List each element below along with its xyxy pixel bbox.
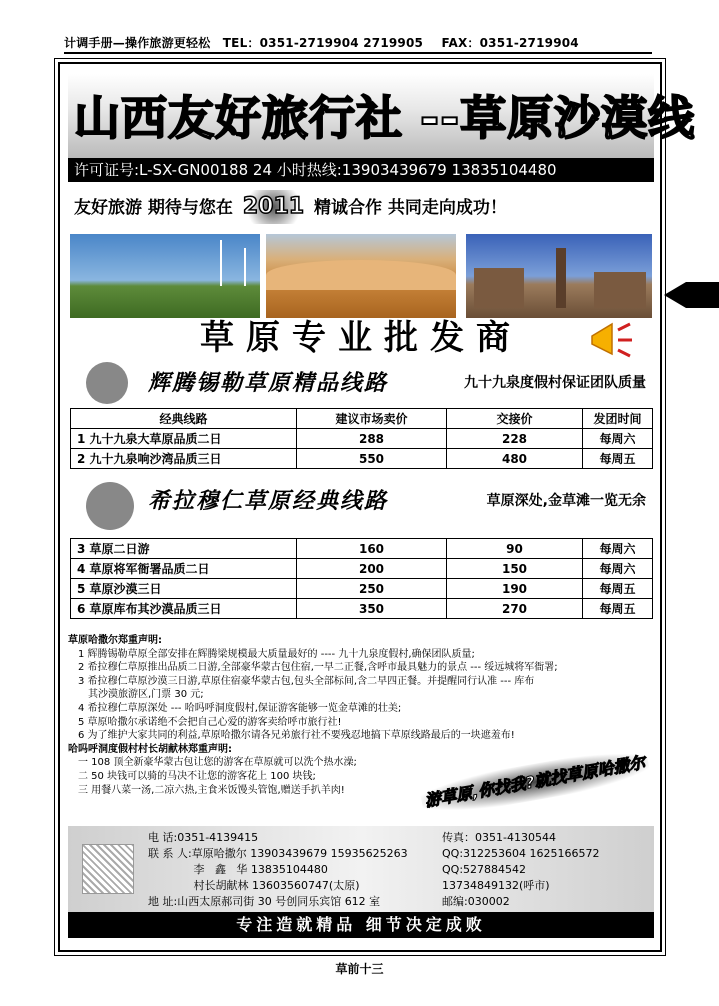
contact-person-2: 李 鑫 华 13835104480	[148, 863, 328, 876]
net-price: 270	[447, 599, 583, 619]
retail-price: 550	[297, 449, 447, 469]
bullet-circle	[86, 482, 134, 530]
departure: 每周五	[583, 449, 653, 469]
net-price: 150	[447, 559, 583, 579]
note-item: 二 50 块钱可以骑的马决不让您的游客花上 100 块钱;	[78, 770, 316, 782]
route-name: 6 草原库布其沙漠品质三日	[71, 599, 297, 619]
slogan-year: 2011	[239, 190, 308, 224]
departure: 每周六	[583, 539, 653, 559]
contact-person-1: 联 系 人:草原哈撒尔 13903439679 15935625263	[148, 847, 408, 860]
table-row	[71, 559, 653, 579]
notes-heading-1: 草原哈撒尔郑重声明:	[68, 635, 162, 646]
net-price: 480	[447, 449, 583, 469]
contact-address: 地 址:山西太原郝司街 30 号创同乐宾馆 612 室	[148, 895, 381, 908]
note-item: 3 希拉穆仁草原沙漠三日游,草原住宿豪华蒙古包,包头全部标间,含二早四正餐。并提醒同行认准 --- 库布	[78, 675, 535, 687]
route-name: 2 九十九泉响沙湾品质三日	[71, 449, 297, 469]
contact-phone-hohhot: 13734849132(呼市)	[442, 879, 550, 892]
section1-subtitle: 九十九泉度假村保证团队质量	[464, 375, 646, 391]
section2-title: 希拉穆仁草原经典线路	[148, 489, 389, 514]
banner-title: 山西友好旅行社 --草原沙漠线	[74, 91, 696, 145]
note-item: 1 辉腾锡勒草原全部安排在辉腾梁规模最大质量最好的 ---- 九十九泉度假村,确保团队质量;	[78, 648, 475, 660]
note-item: 其沙漠旅游区,门票 30 元;	[88, 689, 204, 701]
notes-heading-2: 哈吗呼洞度假村村长胡献林郑重声明:	[68, 743, 232, 755]
departure: 每周六	[583, 559, 653, 579]
note-item: 一 108 顶全新豪华蒙古包让您的游客在草原就可以洗个热水澡;	[78, 757, 357, 769]
fax-text: FAX：0351-2719904	[441, 36, 579, 50]
table-row	[71, 429, 653, 449]
net-price: 190	[447, 579, 583, 599]
contact-qq-1: QQ:312253604 1625166572	[442, 847, 600, 860]
route-name: 5 草原沙漠三日	[71, 579, 297, 599]
slogan-before: 友好旅游 期待与您在	[74, 198, 233, 218]
wind-turbine-icon	[220, 240, 222, 286]
retail-price: 200	[297, 559, 447, 579]
section1-title: 辉腾锡勒草原精品线路	[148, 371, 389, 396]
table-row	[71, 599, 653, 619]
wholesale-title: 草原专业批发商	[200, 318, 522, 358]
logo-image	[82, 844, 134, 894]
slogan-after: 精诚合作 共同走向成功！	[314, 198, 507, 218]
castle-tower	[594, 272, 646, 308]
retail-price: 250	[297, 579, 447, 599]
table-header-row	[71, 409, 653, 429]
retail-price: 288	[297, 429, 447, 449]
banner	[68, 74, 696, 160]
megaphone-icon	[588, 320, 634, 360]
retail-price: 160	[297, 539, 447, 559]
footer-slogan: 专注造就精品 细节决定成败	[68, 912, 654, 938]
contact-block	[68, 826, 654, 912]
tel-text: TEL：0351-2719904 2719905	[222, 36, 424, 50]
contact-person-3: 村长胡献林 13603560747(太原)	[148, 879, 360, 892]
note-item: 4 希拉穆仁草原深处 --- 哈吗呼洞度假村,保证游客能够一览金草滩的壮美;	[78, 702, 402, 714]
section2-subtitle: 草原深处,金草滩一览无余	[486, 493, 646, 509]
license-bar: 许可证号:L-SX-GN00188 24 小时热线:13903439679 13835104480	[68, 158, 654, 182]
manual-title: 计调手册—操作旅游更轻松	[64, 36, 211, 50]
col-departure: 发团时间	[583, 409, 653, 429]
note-item: 2 希拉穆仁草原推出品质二日游,全部豪华蒙古包住宿,一早二正餐,含呼市最具魅力的景点 --- 绥远城将军衙署;	[78, 662, 558, 674]
castle-tower	[474, 268, 524, 308]
section1-header	[68, 362, 654, 402]
desert-photo	[266, 234, 456, 318]
net-price: 90	[447, 539, 583, 559]
route-name: 3 草原二日游	[71, 539, 297, 559]
header-line	[64, 34, 652, 54]
statue	[556, 248, 566, 308]
net-price: 228	[447, 429, 583, 449]
route-name: 1 九十九泉大草原品质二日	[71, 429, 297, 449]
contact-fax: 传真：0351-4130544	[442, 831, 556, 844]
departure: 每周五	[583, 599, 653, 619]
promo-stamp: 游草原,你找我?就找草原哈撒尔	[419, 744, 652, 819]
slogan	[68, 190, 654, 224]
retail-price: 350	[297, 599, 447, 619]
page-number: 草前十三	[335, 962, 384, 976]
flyer-frame	[58, 62, 696, 952]
departure: 每周六	[583, 429, 653, 449]
bullet-circle	[86, 362, 128, 404]
photo-strip	[70, 234, 654, 318]
wind-turbine-icon	[244, 248, 246, 286]
castle-photo	[466, 234, 652, 318]
note-item: 6 为了维护大家共同的利益,草原哈撒尔请各兄弟旅行社不要残忍地搞下草原线路最后的一块遮羞布!	[78, 730, 515, 742]
arrow-left-icon	[664, 282, 719, 308]
note-item: 三 用餐八菜一汤,二凉六热,主食米饭馒头管饱,赠送手扒羊肉!	[78, 784, 345, 796]
col-net: 交接价	[447, 409, 583, 429]
departure: 每周五	[583, 579, 653, 599]
contact-zip: 邮编:030002	[442, 895, 510, 908]
table-row	[71, 579, 653, 599]
contact-phone: 电 话:0351-4139415	[148, 831, 259, 844]
contact-qq-2: QQ:527884542	[442, 863, 527, 876]
table-row	[71, 449, 653, 469]
sand-dune	[266, 260, 456, 290]
section1-table	[70, 408, 653, 469]
section2-table	[70, 538, 653, 619]
section2-header	[68, 480, 654, 520]
col-retail: 建议市场卖价	[297, 409, 447, 429]
note-item: 5 草原哈撒尔承诺绝不会把自己心爱的游客卖给呼市旅行社!	[78, 716, 342, 728]
route-name: 4 草原将军衙署品质二日	[71, 559, 297, 579]
grassland-photo	[70, 234, 260, 318]
table-row	[71, 539, 653, 559]
col-route: 经典线路	[71, 409, 297, 429]
